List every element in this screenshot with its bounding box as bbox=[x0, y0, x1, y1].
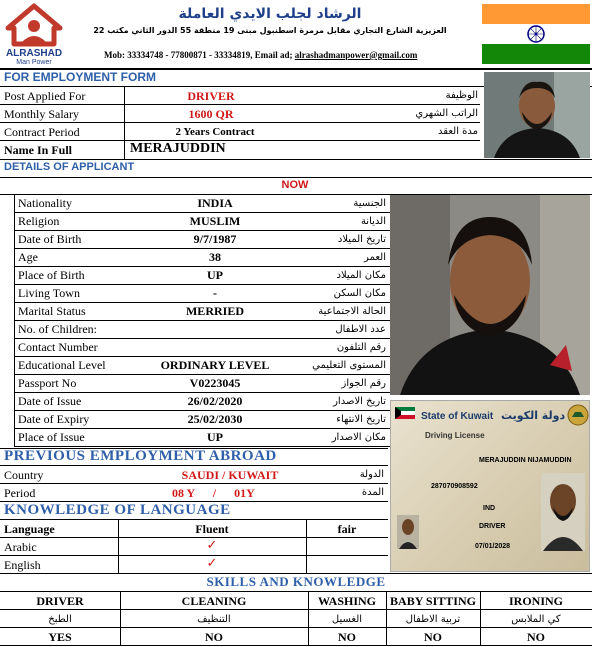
flag-green bbox=[482, 44, 590, 64]
applicant-label-ar: مكان السكن bbox=[333, 288, 386, 299]
applicant-label-ar: تاريخ الاصدار bbox=[333, 396, 386, 407]
applicant-section-title: DETAILS OF APPLICANT bbox=[4, 161, 135, 173]
language-arabic: Arabic bbox=[4, 540, 37, 554]
applicant-label: Nationality bbox=[18, 196, 72, 210]
name-label: Name In Full bbox=[4, 143, 73, 157]
language-section-title: KNOWLEDGE OF LANGUAGE bbox=[4, 502, 231, 518]
applicant-value: 9/7/1987 bbox=[193, 232, 237, 246]
language-english: English bbox=[4, 558, 41, 572]
language-header-fair: fair bbox=[337, 522, 357, 536]
applicant-label-ar: الجنسية bbox=[353, 198, 386, 209]
salary-value: 1600 QR bbox=[188, 107, 234, 121]
person-photo-large-icon bbox=[390, 195, 590, 395]
applicant-label: Place of Birth bbox=[18, 268, 85, 282]
applicant-photo-small bbox=[484, 72, 590, 158]
flag-saffron bbox=[482, 4, 590, 24]
india-flag bbox=[482, 4, 590, 64]
previous-section-title: PREVIOUS EMPLOYMENT ABROAD bbox=[4, 448, 277, 464]
skill-name: CLEANING bbox=[181, 594, 247, 608]
license-photo-small-icon bbox=[397, 515, 419, 549]
logo-word: ALRASHAD bbox=[5, 48, 63, 59]
ashoka-chakra-icon bbox=[527, 25, 545, 43]
skill-name-ar: كي الملابس bbox=[511, 614, 561, 625]
country-label-ar: الدولة bbox=[359, 469, 384, 480]
applicant-label: Date of Issue bbox=[18, 394, 82, 408]
name-value: MERAJUDDIN bbox=[130, 141, 226, 156]
applicant-value: V0223045 bbox=[189, 376, 241, 390]
contract-value: 2 Years Contract bbox=[175, 126, 255, 138]
english-fluent-check: ✓ bbox=[206, 556, 218, 571]
applicant-value: INDIA bbox=[197, 196, 233, 210]
license-name: MERAJUDDIN NIJAMUDDIN bbox=[479, 457, 572, 464]
applicant-value: - bbox=[213, 286, 217, 300]
person-photo-icon bbox=[484, 72, 590, 158]
applicant-value: UP bbox=[207, 268, 223, 282]
contact-phones: Mob: 33334748 - 77800871 - 33334819, Email ad; bbox=[104, 50, 293, 60]
applicant-label: Place of Issue bbox=[18, 430, 85, 444]
logo-sub: Man Power bbox=[16, 59, 52, 66]
flag-white bbox=[482, 24, 590, 44]
license-photo-icon bbox=[541, 473, 585, 551]
salary-label: Monthly Salary bbox=[4, 107, 79, 121]
applicant-label: Marital Status bbox=[18, 304, 86, 318]
license-subtitle: Driving License bbox=[425, 431, 485, 440]
contract-label-ar: مدة العقد bbox=[438, 126, 478, 137]
period-label-ar: المدة bbox=[361, 487, 384, 498]
post-label: Post Applied For bbox=[4, 89, 86, 103]
applicant-label-ar: تاريخ الميلاد bbox=[337, 234, 386, 245]
skills-section-title: SKILLS AND KNOWLEDGE bbox=[206, 574, 386, 589]
skill-name: DRIVER bbox=[36, 594, 84, 608]
applicant-label-ar: الديانة bbox=[360, 216, 386, 227]
arabic-fluent-check: ✓ bbox=[206, 538, 218, 553]
contract-label: Contract Period bbox=[4, 125, 80, 139]
applicant-value: UP bbox=[207, 430, 223, 444]
language-header-fluent: Fluent bbox=[195, 522, 229, 536]
status-now: NOW bbox=[281, 179, 309, 191]
company-address-ar: العزيزية الشارع التجاري مقابل مرمرة اسطنبول مبنى 19 منطقة 55 الدور الثاني مكتب 22 bbox=[93, 26, 447, 35]
language-header-name: Language bbox=[4, 522, 55, 536]
country-value: SAUDI / KUWAIT bbox=[181, 468, 279, 482]
license-title-ar: دولة الكويت bbox=[501, 409, 566, 422]
applicant-value: ORDINARY LEVEL bbox=[160, 358, 270, 372]
applicant-label-ar: الحالة الاجتماعية bbox=[318, 306, 386, 317]
post-label-ar: الوظيفة bbox=[445, 90, 478, 101]
applicant-value: 26/02/2020 bbox=[187, 394, 243, 408]
license-job: DRIVER bbox=[479, 523, 506, 530]
applicant-label: Passport No bbox=[18, 376, 77, 390]
skill-name-ar: الغسيل bbox=[331, 614, 363, 625]
applicant-label: Living Town bbox=[18, 286, 80, 300]
applicant-label-ar: رقم التلفون bbox=[336, 342, 386, 353]
skill-value: YES bbox=[48, 630, 72, 644]
company-logo bbox=[2, 2, 66, 66]
license-nat: IND bbox=[483, 505, 496, 512]
applicant-label: Contact Number bbox=[18, 340, 98, 354]
skill-name-ar: التنظيف bbox=[197, 614, 231, 625]
applicant-label-ar: عدد الاطفال bbox=[335, 324, 386, 335]
contact-email[interactable]: alrashadmanpower@gmail.com bbox=[294, 50, 418, 60]
applicant-label-ar: مكان الميلاد bbox=[336, 270, 386, 281]
applicant-photo-large bbox=[390, 195, 590, 395]
post-value: DRIVER bbox=[187, 89, 235, 103]
license-expiry: 07/01/2028 bbox=[475, 543, 511, 550]
applicant-label-ar: مكان الاصدار bbox=[331, 432, 386, 443]
skill-value: NO bbox=[527, 630, 545, 644]
salary-label-ar: الراتب الشهري bbox=[415, 108, 478, 119]
company-contact bbox=[104, 50, 484, 60]
skill-value: NO bbox=[424, 630, 442, 644]
kuwait-emblem-icon bbox=[567, 404, 589, 426]
applicant-label: Religion bbox=[18, 214, 60, 228]
skill-name: WASHING bbox=[317, 594, 376, 608]
applicant-label: No. of Children: bbox=[18, 322, 97, 336]
applicant-value: 38 bbox=[209, 250, 221, 264]
skill-value: NO bbox=[205, 630, 223, 644]
skill-name: BABY SITTING bbox=[390, 594, 476, 608]
applicant-label-ar: تاريخ الانتهاء bbox=[336, 414, 386, 425]
driving-license-card bbox=[390, 400, 590, 572]
company-title-ar: الرشاد لجلب الايدي العاملة bbox=[178, 6, 362, 22]
license-title-en: State of Kuwait bbox=[421, 411, 494, 422]
applicant-label: Date of Expiry bbox=[18, 412, 90, 426]
applicant-label-ar: رقم الجواز bbox=[341, 378, 386, 389]
house-logo-icon bbox=[2, 2, 66, 48]
applicant-value: 25/02/2030 bbox=[187, 412, 243, 426]
license-number: 287070908592 bbox=[431, 483, 478, 490]
applicant-label: Educational Level bbox=[18, 358, 106, 372]
country-label: Country bbox=[4, 468, 44, 482]
applicant-label-ar: المستوى التعليمي bbox=[312, 360, 386, 371]
applicant-value: MUSLIM bbox=[189, 214, 241, 228]
skill-value: NO bbox=[338, 630, 356, 644]
period-label: Period bbox=[4, 486, 36, 500]
applicant-label-ar: العمر bbox=[364, 252, 386, 263]
applicant-label: Date of Birth bbox=[18, 232, 82, 246]
applicant-value: MERRIED bbox=[185, 304, 244, 318]
employment-section-title: FOR EMPLOYMENT FORM bbox=[4, 70, 156, 84]
period-value: 08 Y / 01Y bbox=[172, 486, 255, 500]
skill-name-ar: تربية الاطفال bbox=[405, 614, 461, 625]
applicant-label: Age bbox=[18, 250, 38, 264]
kuwait-flag-icon bbox=[395, 407, 415, 419]
header bbox=[0, 0, 592, 68]
skill-name: IRONING bbox=[508, 594, 563, 608]
skill-name-ar: الطبخ bbox=[48, 614, 72, 625]
